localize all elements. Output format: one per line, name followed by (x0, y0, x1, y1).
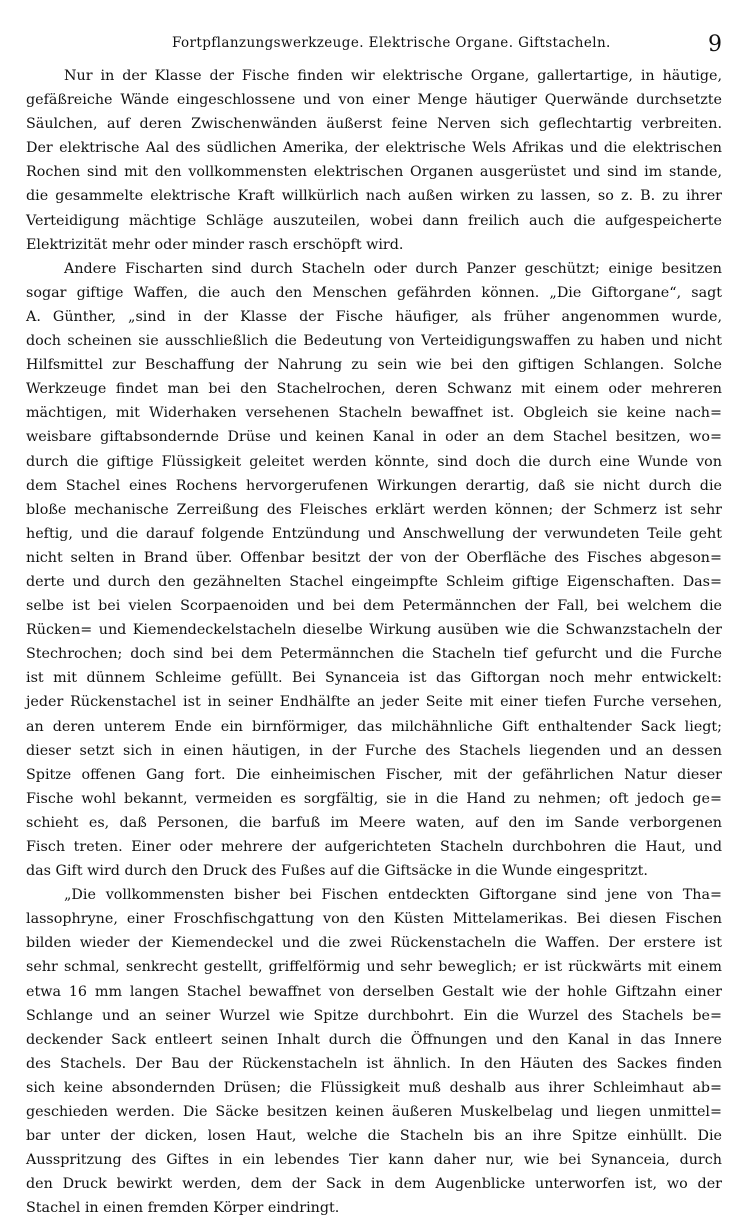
text-line: des Stachels. Der Bau der Rückenstacheln ist ähnlich. In den Häuten des Sackes finden (26, 1055, 722, 1072)
text-line: nicht selten in Brand über. Offenbar besitzt der von der Oberfläche des Fisches abgeson= (26, 549, 722, 566)
text-line: selbe ist bei vielen Scorpaenoiden und bei dem Petermännchen der Fall, bei welchem die (26, 598, 722, 615)
text-line: Nur in der Klasse der Fische finden wir elektrische Organe, gallertartige, in häutige, (64, 68, 722, 84)
text-line: Stachel in einen fremden Körper eindringt. (26, 1200, 340, 1217)
text-line: Elektrizität mehr oder minder rasch erschöpft wird. (26, 236, 404, 253)
body-text (26, 64, 722, 1221)
text-line: ist mit dünnem Schleime gefüllt. Bei Synanceia ist das Giftorgan noch mehr entwickelt: (26, 670, 722, 687)
text-line: bilden wieder der Kiemendeckel und die zwei Rückenstacheln die Waffen. Der erstere ist (26, 935, 722, 952)
text-line: das Gift wird durch den Druck des Fußes auf die Giftsäcke in die Wunde eingespritzt. (26, 863, 648, 880)
text-line: gefäßreiche Wände eingeschlossene und von einer Menge häutiger Querwände durchsetzte (26, 92, 722, 109)
page-number: 9 (708, 32, 722, 57)
text-line: A. Günther, „sind in der Klasse der Fische häufiger, als früher angenommen wurde, (26, 308, 722, 325)
text-line: jeder Rückenstachel ist in seiner Endhälfte an jeder Seite mit einer tiefen Furche versehen, (26, 694, 722, 711)
text-line: bloße mechanische Zerreißung des Fleisches erklärt werden können; der Schmerz ist sehr (26, 501, 722, 518)
text-line: die gesammelte elektrische Kraft willkürlich nach außen wirken zu lassen, so z. B. zu ihrer (26, 188, 722, 205)
text-line: durch die giftige Flüssigkeit geleitet werden könnte, sind doch die durch eine Wunde von (26, 453, 722, 470)
text-line: weisbare giftabsondernde Drüse und keinen Kanal in oder an dem Stachel besitzen, wo= (26, 429, 722, 446)
text-line: derte und durch den gezähnelten Stachel eingeimpfte Schleim giftige Eigenschaften. Das= (26, 573, 722, 590)
text-line: schieht es, daß Personen, die barfuß im Meere waten, auf den im Sande verborgenen (26, 814, 722, 831)
text-line: sich keine absondernden Drüsen; die Flüssigkeit muß deshalb aus ihrer Schleimhaut ab= (26, 1079, 722, 1096)
text-line: sehr schmal, senkrecht gestellt, griffelförmig und sehr beweglich; er ist rückwärts mit einem (26, 959, 722, 976)
text-line: Hilfsmittel zur Beschaffung der Nahrung zu sein wie bei den giftigen Schlangen. Solche (26, 357, 722, 374)
text-line: heftig, und die darauf folgende Entzündung und Anschwellung der verwundeten Teile geht (26, 525, 722, 542)
text-line: Rücken= und Kiemendeckelstacheln dieselbe Wirkung ausüben wie die Schwanzstacheln der (26, 622, 722, 639)
text-line: mächtigen, mit Widerhaken versehenen Stacheln bewaffnet ist. Obgleich sie keine nach= (26, 405, 722, 422)
text-line: Verteidigung mächtige Schläge auszuteilen, wobei dann freilich auch die aufgespeicherte (26, 212, 722, 229)
text-line: bar unter der dicken, losen Haut, welche die Stacheln bis an ihre Spitze einhüllt. Die (26, 1128, 722, 1145)
text-line: lassophryne, einer Froschfischgattung von den Küsten Mittelamerikas. Bei diesen Fischen (26, 911, 722, 928)
text-line: Rochen sind mit den vollkommensten elektrischen Organen ausgerüstet und sind im stande, (26, 164, 722, 181)
text-line: Ausspritzung des Giftes in ein lebendes Tier kann daher nur, wie bei Synanceia, durch (26, 1152, 722, 1169)
text-line: Stechrochen; doch sind bei dem Petermännchen die Stacheln tief gefurcht und die Furche (26, 646, 722, 663)
text-line: sogar giftige Waffen, die auch den Menschen gefährden können. „Die Giftorgane“, sagt (26, 284, 722, 301)
text-line: Andere Fischarten sind durch Stacheln oder durch Panzer geschützt; einige besitzen (64, 260, 722, 277)
text-line: den Druck bewirkt werden, dem der Sack in dem Augenblicke unterworfen ist, wo der (26, 1176, 722, 1193)
text-line: Fisch treten. Einer oder mehrere der aufgerichteten Stacheln durchbohren die Haut, und (26, 839, 722, 855)
text-line: Schlange und an seiner Wurzel wie Spitze durchbohrt. Ein die Wurzel des Stachels be= (26, 1007, 722, 1024)
text-line: etwa 16 mm langen Stachel bewaffnet von derselben Gestalt wie der hohle Giftzahn einer (26, 983, 722, 1000)
text-line: deckender Sack entleert seinen Inhalt durch die Öffnungen und den Kanal in das Innere (26, 1031, 722, 1048)
running-head: Fortpflanzungswerkzeuge. Elektrische Organe. Giftstacheln. (172, 35, 611, 51)
text-line: doch scheinen sie ausschließlich die Bedeutung von Verteidigungswaffen zu haben und nicht (26, 333, 722, 350)
text-line: dem Stachel eines Rochens hervorgerufenen Wirkungen derartig, daß sie nicht durch die (26, 477, 722, 494)
text-line: Spitze offenen Gang fort. Die einheimischen Fischer, mit der gefährlichen Natur dieser (26, 766, 722, 783)
text-line: Säulchen, auf deren Zwischenwänden äußerst feine Nerven sich geflechtartig verbreiten. (26, 116, 722, 133)
text-line: an deren unterem Ende ein birnförmiger, das milchähnliche Gift enthaltender Sack liegt; (26, 718, 722, 735)
text-line: Fische wohl bekannt, vermeiden es sorgfältig, sie in die Hand zu nehmen; oft jedoch ge= (26, 790, 722, 807)
text-line: geschieden werden. Die Säcke besitzen keinen äußeren Muskelbelag und liegen unmittel= (26, 1104, 722, 1121)
text-line: Werkzeuge findet man bei den Stachelrochen, deren Schwanz mit einem oder mehreren (26, 381, 722, 398)
text-line: dieser setzt sich in einen häutigen, in der Furche des Stachels liegenden und an dessen (26, 742, 722, 759)
text-line: „Die vollkommensten bisher bei Fischen entdeckten Giftorgane sind jene von Tha= (64, 887, 722, 904)
text-line: Der elektrische Aal des südlichen Amerika, der elektrische Wels Afrikas und die elektrischen (26, 140, 722, 157)
